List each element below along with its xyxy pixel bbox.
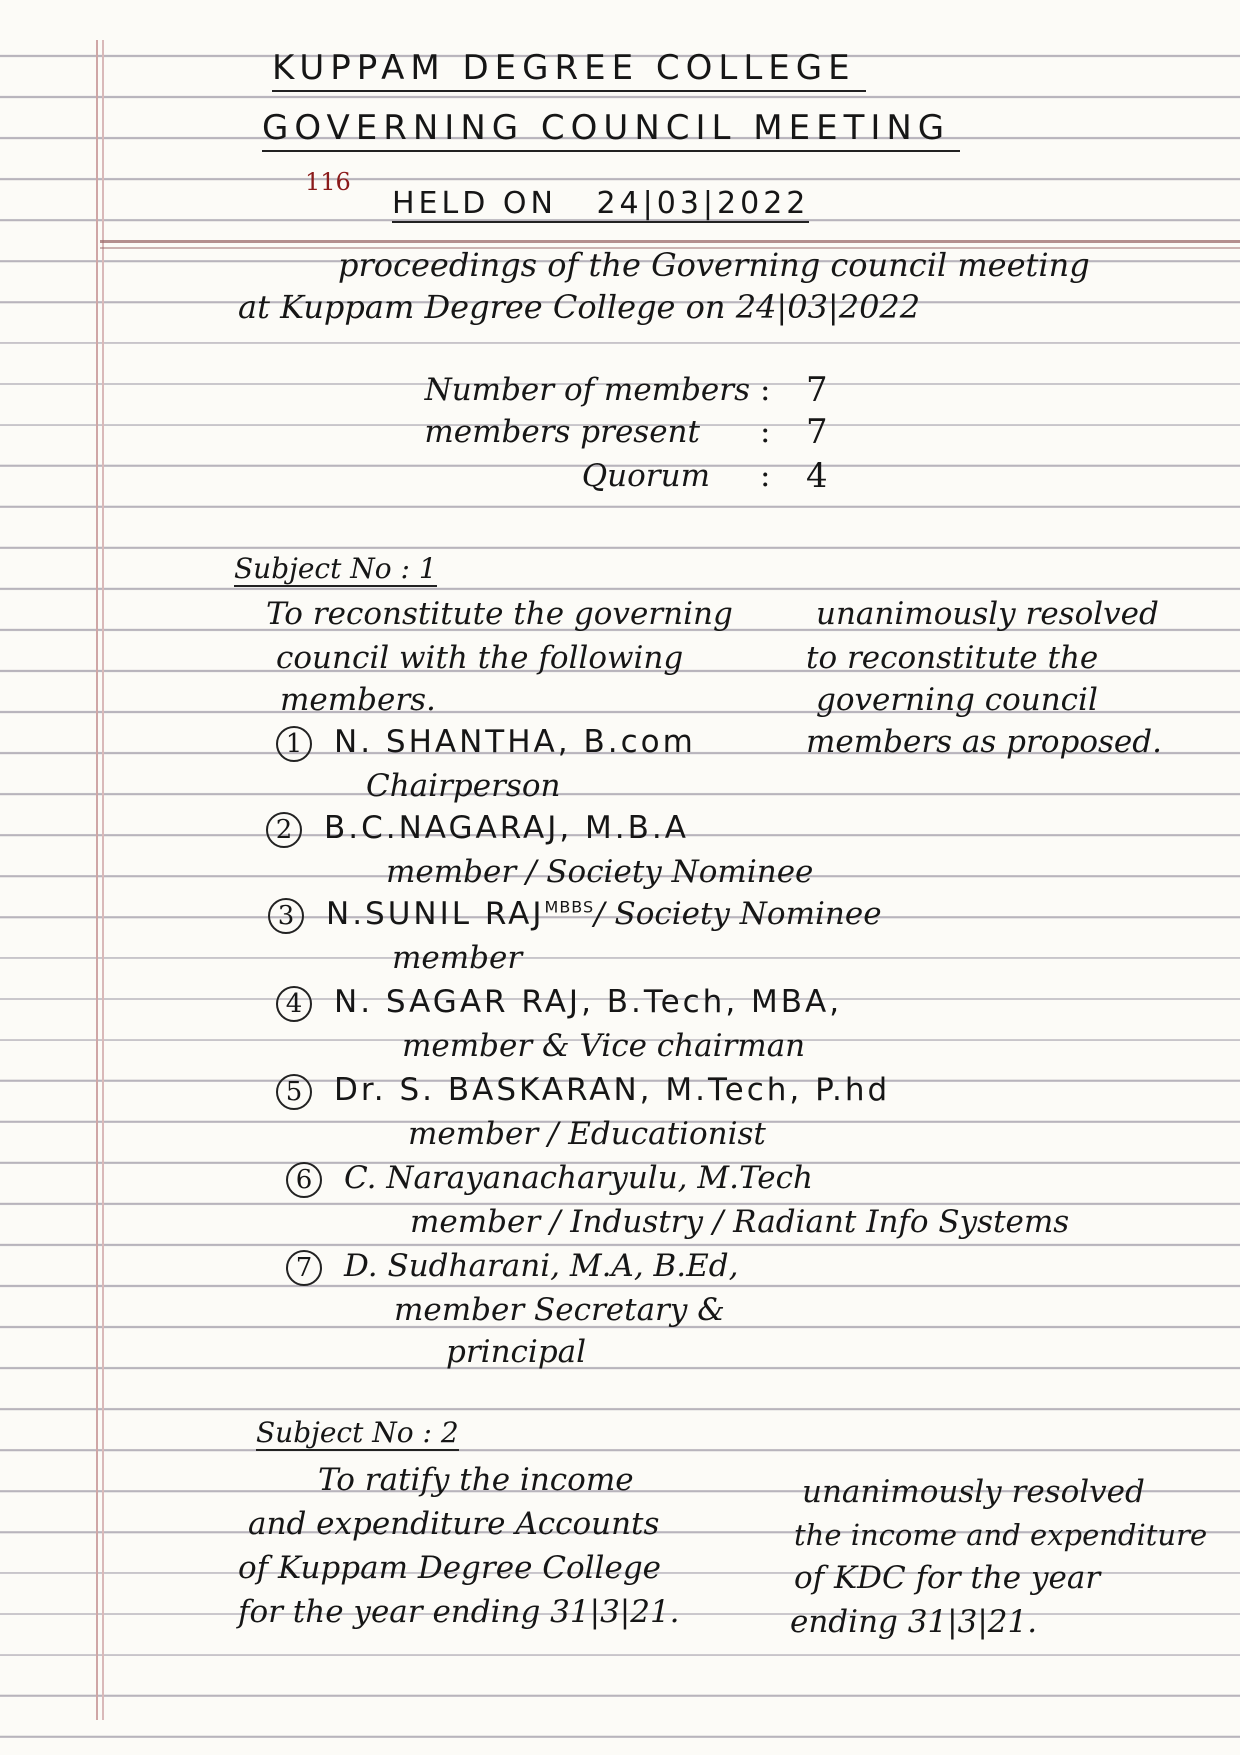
- member-role: member: [392, 940, 523, 976]
- subject-1-heading: Subject No : 1: [234, 552, 437, 585]
- meeting-title: GOVERNING COUNCIL MEETING: [262, 108, 960, 152]
- held-on-label: HELD ON: [392, 186, 557, 221]
- member-number: 4: [276, 986, 312, 1022]
- member-role: member Secretary &: [394, 1292, 725, 1328]
- subject-2-resolution: of KDC for the year: [794, 1560, 1101, 1596]
- subject-2-resolution: the income and expenditure: [794, 1518, 1208, 1552]
- member-role: member / Industry / Radiant Info Systems: [410, 1204, 1070, 1240]
- member-role: member / Society Nominee: [386, 854, 814, 890]
- stat-value: 7: [806, 370, 828, 410]
- member-item: [286, 1248, 739, 1286]
- subject-2-resolution: ending 31|3|21.: [790, 1604, 1038, 1640]
- subject-2-desc: for the year ending 31|3|21.: [238, 1594, 680, 1630]
- margin-line: [96, 40, 98, 1720]
- intro-line-1: proceedings of the Governing council meeting: [338, 246, 1090, 284]
- subject-1-resolution: to reconstitute the: [806, 640, 1099, 676]
- member-number: 1: [276, 726, 312, 762]
- intro-line-2: at Kuppam Degree College on 24|03|2022: [238, 288, 921, 326]
- college-title: KUPPAM DEGREE COLLEGE: [272, 48, 866, 92]
- subject-1-resolution: governing council: [816, 682, 1098, 718]
- member-number: 7: [286, 1250, 322, 1286]
- held-on: [392, 186, 809, 223]
- member-role: Chairperson: [366, 768, 561, 804]
- member-role: principal: [446, 1334, 587, 1370]
- subject-2-desc: To ratify the income: [318, 1462, 634, 1498]
- member-role: member & Vice chairman: [402, 1028, 806, 1064]
- member-item: [276, 984, 842, 1022]
- member-extra: / Society Nominee: [594, 896, 882, 932]
- member-qualification: MBBS: [544, 897, 595, 917]
- member-name: D. Sudharani, M.A, B.Ed,: [344, 1248, 739, 1284]
- stat-label: Number of members: [424, 372, 750, 408]
- member-name: N. SAGAR RAJ, B.Tech, MBA,: [334, 984, 843, 1020]
- subject-1-resolution: unanimously resolved: [816, 596, 1159, 632]
- member-name: N. SHANTHA, B.com: [334, 724, 696, 760]
- subject-2-desc: of Kuppam Degree College: [238, 1550, 662, 1586]
- member-item: [276, 1072, 890, 1110]
- member-item: [266, 810, 689, 848]
- member-number: 3: [268, 898, 304, 934]
- page-number: 116: [305, 168, 351, 196]
- member-name: N.SUNIL RAJ: [326, 896, 545, 932]
- subject-1-resolution: members as proposed.: [806, 724, 1162, 760]
- held-on-date: 24|03|2022: [596, 186, 810, 221]
- member-item: [286, 1160, 813, 1198]
- subject-2-desc: and expenditure Accounts: [248, 1506, 660, 1542]
- member-name: C. Narayanacharyulu, M.Tech: [344, 1160, 813, 1196]
- stat-value: 7: [806, 412, 828, 452]
- subject-1-desc: council with the following: [276, 640, 684, 676]
- subject-2-heading: Subject No : 2: [256, 1416, 459, 1449]
- stat-label: Quorum: [581, 458, 710, 494]
- member-item: [276, 724, 696, 762]
- subject-2-resolution: unanimously resolved: [802, 1474, 1145, 1510]
- header-rule: [100, 240, 1240, 243]
- member-number: 5: [276, 1074, 312, 1110]
- member-item: [268, 896, 882, 934]
- stat-label: members present: [424, 414, 700, 450]
- member-number: 6: [286, 1162, 322, 1198]
- notebook-page: KUPPAM DEGREE COLLEGE GOVERNING COUNCIL MEETING 116 HELD ON 24|03|2022 proceedings of the Governing council meeting at Kuppam Degree College on 24|03|2022 Number of members : 7 members present : 7 Quorum : 4 Subject No : 1 To reconstitute the governing council with the following members. unanimously resolved to reconstitute the governing council members as proposed. 1 N. SHANTHA, B.com Chairperson 2 B.C.NAGARAJ, M.B.A member / Society Nominee 3 N.SUNIL $RAJ^{MBBS}/$ Society Nominee member 4 N. SAGAR RAJ, B.Tech, MBA, member & Vice chairman 5 Dr. S. BASKARAN, M.Tech, P.hd member / Educationist 6 C. Narayanacharyulu, M.Tech member / Industry / Radiant Info Systems 7 D. Sudharani, M.A, B.Ed, member Secretary & principal Subject No : 2 To ratify the income and expenditure Accounts of Kuppam Degree College for the year ending 31|3|21. unanimously resolved the income and expenditure of KDC for the year ending 31|3|21.: [0, 0, 1240, 1755]
- member-number: 2: [266, 812, 302, 848]
- member-name: B.C.NAGARAJ, M.B.A: [324, 810, 689, 846]
- member-role: member / Educationist: [408, 1116, 766, 1152]
- margin-line: [102, 40, 104, 1720]
- subject-1-desc: To reconstitute the governing: [266, 596, 733, 632]
- member-name: Dr. S. BASKARAN, M.Tech, P.hd: [334, 1072, 891, 1108]
- stat-value: 4: [806, 456, 828, 496]
- subject-1-desc: members.: [280, 682, 436, 718]
